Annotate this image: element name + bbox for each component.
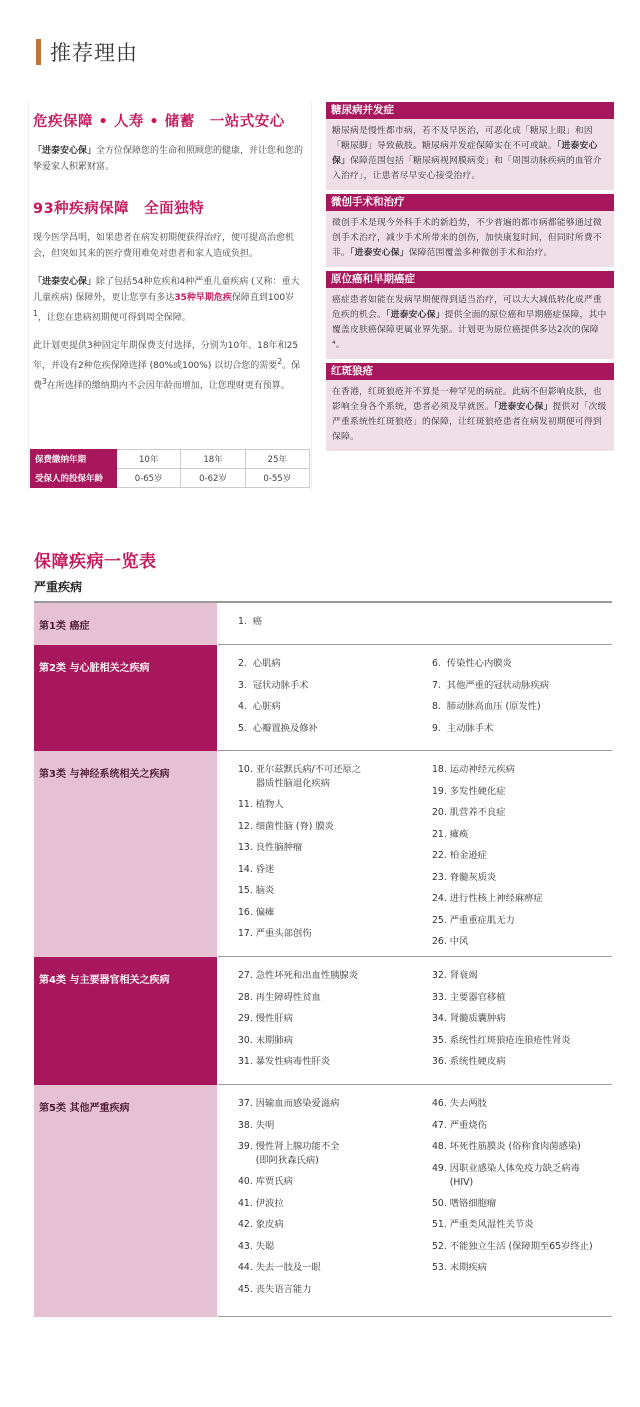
list-item: 41. 伊波拉 [238,1197,284,1209]
list-item: 25. 严重重症肌无力 [432,914,515,926]
list-item: 42. 象皮病 [238,1219,284,1230]
list-item: 48. 坏死性筋膜炎 (俗称食肉菌感染) [432,1141,581,1152]
list-item: 38. 失明 [238,1119,275,1131]
intro-paragraph-4: 此计划更提供3种固定年期保费支付选择，分别为10年、18年和25年，并设有2种危疾保障选择 (80%或100%) 以切合您的需要$^2$。保费$^3$在所选择的缴纳期内不会因年龄而增加，让您理财更有预算。 [33,341,301,391]
list-item: 52. 不能独立生活 (保障期至65岁终止) [432,1240,593,1252]
disease-category [34,603,612,645]
list-item: 26. 中风 [432,936,469,947]
list-item: 6. 传染性心内膜炎 [432,658,512,669]
list-item: 15. 脑炎 [238,885,275,896]
list-item: 51. 严重类风湿性关节炎 [432,1219,534,1230]
category-label: 第2类 与心脏相关之疾病 [34,645,217,751]
section-header [0,0,640,100]
list-item: 28. 再生障碍性贫血 [238,991,321,1003]
table-cell: 25年 [245,450,309,469]
feature-box-title: 微创手术和治疗 [326,194,614,211]
list-item: 9. 主动脉手术 [432,722,494,734]
accent-bar [36,39,41,65]
list-item: 37. 因输血而感染爱滋病 [238,1098,340,1109]
feature-box-early-cancer [326,271,614,359]
list-item: 45. 丧失语言能力 [238,1283,312,1295]
list-item: 40. 库贾氏病 [238,1176,293,1187]
list-item: 34. 肾髓质囊肿病 [432,1013,506,1024]
divider [218,1316,612,1317]
list-item: 31. 暴发性病毒性肝炎 [238,1056,331,1067]
table-row-label: 受保人的投保年龄 [31,469,117,488]
list-item: 16. 偏瘫 [238,906,275,918]
list-item: 12. 细菌性脑 (脊) 膜炎 [238,820,334,832]
feature-column [326,102,614,455]
category-label: 第4类 与主要器官相关之疾病 [34,957,217,1085]
list-item: 7. 其他严重的冠状动脉疾病 [432,679,550,691]
category-label: 第5类 其他严重疾病 [34,1085,217,1317]
list-item: 36. 系统性硬皮病 [432,1056,506,1067]
intro-heading-2: 93种疾病保障 全面独特 [33,201,205,217]
disease-category [34,645,612,751]
disease-column [432,657,617,743]
feature-box-minimally-invasive [326,194,614,267]
disease-column [432,763,617,957]
feature-box-title: 原位癌和早期癌症 [326,271,614,288]
list-item: 8. 肺动脉高血压 (原发性) [432,701,541,712]
list-item: 53. 末期疾病 [432,1262,487,1273]
list-item: 14. 昏迷 [238,863,275,875]
table-cell: 0-65岁 [117,469,181,488]
disease-column [432,969,617,1077]
table-row [31,469,310,488]
list-item: 20. 肌营养不良症 [432,807,506,818]
disease-category [34,1085,612,1317]
disease-list-title: 保障疾病一览表 [34,552,157,572]
intro-paragraph-1: 「进泰安心保」全方位保障您的生命和照顾您的健康，并让您和您的挚爱家人积累财富。 [33,146,304,172]
list-item: 29. 慢性肝病 [238,1013,293,1024]
list-item: 2. 心肌病 [238,658,281,669]
disease-list-subtitle: 严重疾病 [34,580,83,594]
disease-column [238,763,423,949]
disease-column [238,615,423,637]
feature-box-text: 在香港，红斑狼疮并不算是一种罕见的病症。此病不但影响皮肤，也影响全身各个系统，患者必须及早就医。「进泰安心保」提供对「次级严重系统性红斑狼疮」的保障，让红斑狼疮患者在病发初期便可得到保障。 [332,387,607,442]
intro-paragraph-2: 现今医学昌明，如果患者在病发初期便获得治疗，便可提高治愈机会，但突如其来的医疗费用难免对患者和家人造成负担。 [33,233,295,259]
list-item: 24. 进行性核上神经麻痹症 [432,893,543,904]
table-row [31,450,310,469]
disease-column [238,969,423,1077]
feature-box-title: 红斑狼疮 [326,363,614,380]
category-label: 第1类 癌症 [34,603,217,645]
table-cell: 10年 [117,450,181,469]
table-cell: 0-62岁 [181,469,245,488]
table-cell: 0-55岁 [245,469,309,488]
intro-column [28,102,312,490]
list-item: 50. 嗜铬细胞瘤 [432,1197,497,1209]
list-item: 11. 植物人 [238,799,284,810]
list-item: 39. 慢性肾上腺功能不全 (即阿狄森氏病) [238,1141,340,1166]
list-item: 46. 失去两肢 [432,1098,487,1109]
list-item: 19. 多发性硬化症 [432,785,506,797]
list-item: 13. 良性脑肿瘤 [238,842,303,853]
list-item: 49. 因职业感染人体免疫力缺乏病毒 (HIV) [432,1162,580,1188]
section-title: 推荐理由 [50,41,138,65]
disease-column [432,1097,617,1283]
feature-box-title: 糖尿病并发症 [326,102,614,119]
disease-category [34,751,612,957]
list-item: 43. 失聪 [238,1240,275,1252]
intro-heading-1: 危疾保障 • 人寿 • 储蓄 一站式安心 [33,114,285,130]
list-item: 33. 主要器官移植 [432,991,506,1003]
list-item: 10. 亚尔兹默氏病/不可还原之 器质性脑退化疾病 [238,764,362,789]
feature-box-lupus [326,363,614,451]
list-item: 21. 瘫痪 [432,828,469,840]
disease-column [238,1097,423,1304]
list-item: 47. 严重烧伤 [432,1119,487,1131]
intro-paragraph-3: 「进泰安心保」除了包括54种危疾和4种严重儿童疾病 (又称：重大儿童疾病) 保障外，更让您享有多达35种早期危疾保障直到100岁$^1$，让您在患病初期便可得到周全保障。 [33,277,300,323]
list-item: 4. 心脏病 [238,701,281,712]
table-cell: 18年 [181,450,245,469]
list-item: 1. 癌 [238,616,263,627]
list-item: 30. 末期肺病 [238,1034,293,1046]
list-item: 22. 柏金逊症 [432,850,487,861]
table-row-label: 保费缴纳年期 [31,450,117,469]
list-item: 44. 失去一肢及一眼 [238,1262,321,1273]
category-label: 第3类 与神经系统相关之疾病 [34,751,217,957]
list-item: 27. 急性坏死和出血性胰腺炎 [238,970,359,981]
feature-box-diabetes [326,102,614,190]
feature-box-text: 癌症患者如能在发病早期便得到适当治疗，可以大大减低转化成严重危疾的机会。「进泰安心保」提供全面的原位癌和早期癌症保障，其中覆盖皮肤癌保障更属业界先驱。计划更为原位癌提供多达2次的保障⁴。 [332,295,607,350]
premium-term-table [30,449,310,488]
disease-column [238,657,423,743]
list-item: 5. 心瓣置换及修补 [238,722,318,734]
list-item: 3. 冠状动脉手术 [238,679,309,691]
list-item: 32. 肾衰竭 [432,970,478,981]
feature-box-text: 微创手术是现今外科手术的新趋势，不少普遍的都市病都能够通过微创手术治疗，减少手术所带来的创伤，加快康复时间，但同时所费不菲。「进泰安心保」保障范围覆盖多种微创手术和治疗。 [332,218,602,258]
feature-box-text: 糖尿病是慢性都市病，若不及早医治，可恶化成「糖尿上眼」和因「糖尿脚」导致截肢。糖尿病并发症保障实在不可或缺。「进泰安心保」保障范围包括「糖尿病视网膜病变」和「周围动脉疾病的血管介入治疗」，让患者尽早安心接受治疗。 [332,126,602,181]
disease-category [34,957,612,1085]
list-item: 18. 运动神经元疾病 [432,764,515,775]
list-item: 17. 严重头部创伤 [238,928,312,939]
list-item: 35. 系统性红斑狼疮连狼疮性肾炎 [432,1034,571,1046]
list-item: 23. 脊髓灰质炎 [432,871,497,883]
